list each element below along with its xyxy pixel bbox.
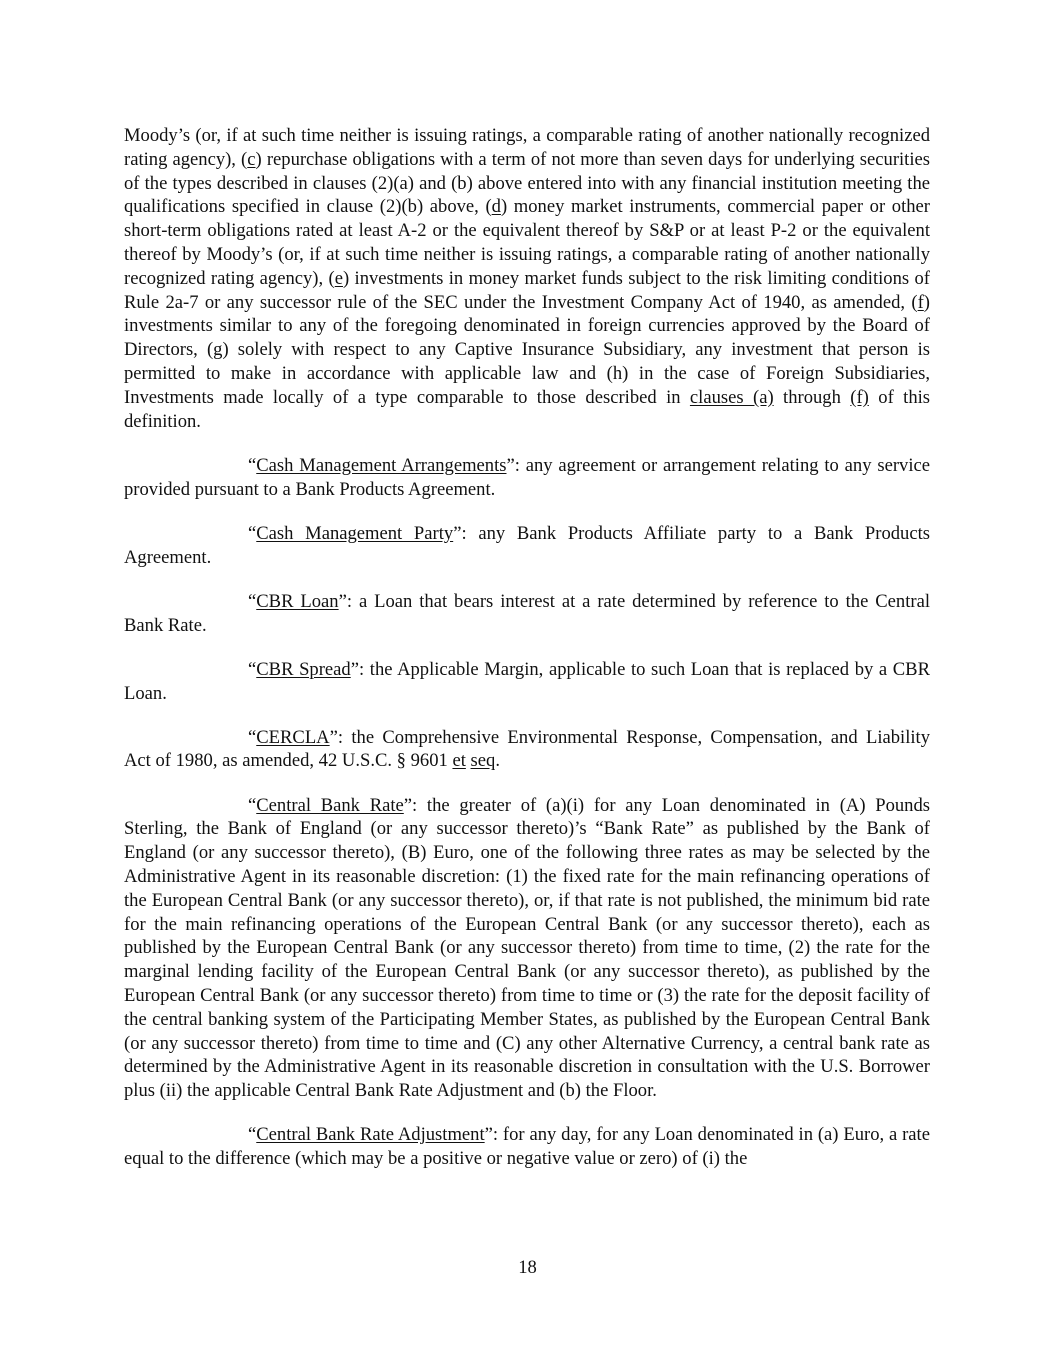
text-run: ) solely with respect to any Captive Insurance Subsidiary, any investment that person is permitted to make in accordance with applicable law and (h) in the case of Foreign Subsidiaries, Investments made locally of a type comparable to those described in bbox=[124, 339, 931, 408]
defined-term: Cash Management Arrangements bbox=[256, 454, 507, 476]
open-quote: “ bbox=[248, 522, 257, 544]
clause-reference-a: clauses (a) bbox=[689, 386, 774, 408]
definition-cercla bbox=[124, 726, 930, 774]
text-run: of this definition. bbox=[124, 386, 931, 432]
document-body bbox=[124, 124, 930, 1191]
definition-central-bank-rate bbox=[124, 794, 930, 1103]
clause-letter-c: c bbox=[247, 148, 256, 170]
text-run: ) money market instruments, commercial paper or other short-term obligations rated at least A-2 or the equivalent thereof by S&P or at least P-2 or the equivalent thereof by Moody’s (or, if at such time neither is issuing ratings, a comparable rating of another nationally recognized rating agency), ( bbox=[124, 196, 930, 289]
text-run: ) investments in money market funds subject to the risk limiting conditions of Rule 2a-7 or any successor rule of the SEC under the Investment Company Act of 1940, as amended, ( bbox=[124, 267, 930, 313]
definition-cbr-spread bbox=[124, 658, 930, 706]
clause-letter-d: d bbox=[491, 196, 501, 218]
definition-text: ”: the Applicable Margin, applicable to such Loan that is replaced by a CBR Loan. bbox=[124, 658, 930, 704]
open-quote: “ bbox=[248, 590, 257, 612]
paragraph-cash-equivalents-continued bbox=[124, 124, 930, 433]
definition-text: ”: for any day, for any Loan denominated in (a) Euro, a rate equal to the difference (which may be a positive or negative value or zero) of (i) the bbox=[124, 1124, 930, 1170]
definition-cash-management-party bbox=[124, 522, 930, 570]
latin-et: et bbox=[452, 750, 466, 772]
definition-text: ”: any agreement or arrangement relating to any service provided pursuant to a Bank Products Agreement. bbox=[124, 454, 930, 500]
latin-seq: seq bbox=[470, 750, 496, 772]
definition-central-bank-rate-adjustment bbox=[124, 1123, 930, 1171]
text-run: Moody’s (or, if at such time neither is issuing ratings, a comparable rating of another nationally recognized rating agency), ( bbox=[124, 125, 930, 170]
text-run: ) repurchase obligations with a term of not more than seven days for underlying securities of the types described in clauses (2)(a) and (b) above entered into with any financial institution meeting the qualifications specified in clause (2)(b) above, ( bbox=[124, 148, 930, 218]
clause-letter-e: e bbox=[334, 267, 343, 289]
text-run: through bbox=[773, 386, 851, 408]
clause-letter-f: f bbox=[917, 291, 924, 313]
open-quote: “ bbox=[248, 454, 257, 476]
definition-text: ”: any Bank Products Affiliate party to a Bank Products Agreement. bbox=[124, 522, 931, 568]
page-number: 18 bbox=[518, 1257, 537, 1278]
open-quote: “ bbox=[248, 726, 257, 748]
open-quote: “ bbox=[248, 794, 257, 816]
defined-term: CBR Spread bbox=[256, 658, 351, 680]
clause-letter-g: g bbox=[213, 339, 223, 361]
defined-term: Cash Management Party bbox=[256, 522, 454, 544]
definition-text: ”: a Loan that bears interest at a rate determined by reference to the Central Bank Rate. bbox=[124, 590, 931, 636]
definition-end: . bbox=[495, 750, 500, 772]
definition-cash-management-arrangements bbox=[124, 454, 930, 502]
defined-term: CERCLA bbox=[256, 726, 330, 748]
clause-reference-f: (f) bbox=[850, 386, 869, 408]
definition-text: ”: the Comprehensive Environmental Response, Compensation, and Liability Act of 1980, as amended, 42 U.S.C. § 9601 bbox=[124, 726, 930, 772]
text-run: ) investments similar to any of the foregoing denominated in foreign currencies approved by the Board of Directors, ( bbox=[124, 291, 930, 361]
defined-term: Central Bank Rate bbox=[256, 794, 404, 816]
defined-term: CBR Loan bbox=[256, 590, 339, 612]
definition-text: ”: the greater of (a)(i) for any Loan denominated in (A) Pounds Sterling, the Bank of England (or any successor thereto)’s “Bank Rate” as published by the Bank of England (or any successor thereto), (B) Euro, one of the following three rates as may be selected by the Administrative Agent in its reasonable discretion: (1) the fixed rate for the main refinancing operations of the European Central Bank (or any successor thereto), or, if that rate is not published, the minimum bid rate for the main refinancing operations of the European Central Bank (or any successor thereto), each as published by the European Central Bank (or any successor thereto) from time to time, (2) the rate for the marginal lending facility of the European Central Bank (or any successor thereto), as published by the European Central Bank (or any successor thereto) from time to time or (3) the rate for the deposit facility of the central banking system of the Participating Member States, as published by the European Central Bank (or any successor thereto) from time to time and (C) any other Alternative Currency, a central bank rate as determined by the Administrative Agent in its reasonable discretion in consultation with the U.S. Borrower plus (ii) the applicable Central Bank Rate Adjustment and (b) the Floor. bbox=[124, 794, 930, 1102]
open-quote: “ bbox=[248, 658, 257, 680]
definition-cbr-loan bbox=[124, 590, 930, 638]
open-quote: “ bbox=[248, 1124, 257, 1146]
defined-term: Central Bank Rate Adjustment bbox=[256, 1124, 485, 1146]
